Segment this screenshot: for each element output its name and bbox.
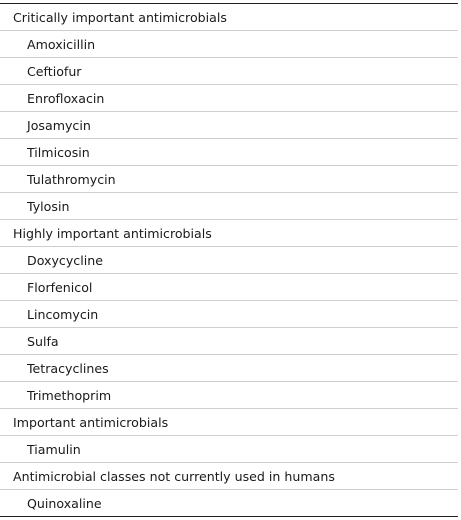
table-row: Amoxicillin bbox=[0, 31, 458, 58]
table-row: Doxycycline bbox=[0, 247, 458, 274]
table-row: Florfenicol bbox=[0, 274, 458, 301]
category-row-important: Important antimicrobials bbox=[0, 409, 458, 436]
table-row: Tetracyclines bbox=[0, 355, 458, 382]
table-row: Ceftiofur bbox=[0, 58, 458, 85]
table-row: Sulfa bbox=[0, 328, 458, 355]
table-row: Tylosin bbox=[0, 193, 458, 220]
table-row: Lincomycin bbox=[0, 301, 458, 328]
table-row: Tiamulin bbox=[0, 436, 458, 463]
antimicrobial-table bbox=[0, 3, 458, 517]
table-row: Tilmicosin bbox=[0, 139, 458, 166]
category-row-critically-important: Critically important antimicrobials bbox=[0, 4, 458, 31]
category-row-highly-important: Highly important antimicrobials bbox=[0, 220, 458, 247]
category-row-not-used-in-humans: Antimicrobial classes not currently used in humans bbox=[0, 463, 458, 490]
table-row: Josamycin bbox=[0, 112, 458, 139]
table-row: Enrofloxacin bbox=[0, 85, 458, 112]
table-row: Trimethoprim bbox=[0, 382, 458, 409]
table-row: Quinoxaline bbox=[27, 496, 102, 511]
table-row: Tulathromycin bbox=[0, 166, 458, 193]
